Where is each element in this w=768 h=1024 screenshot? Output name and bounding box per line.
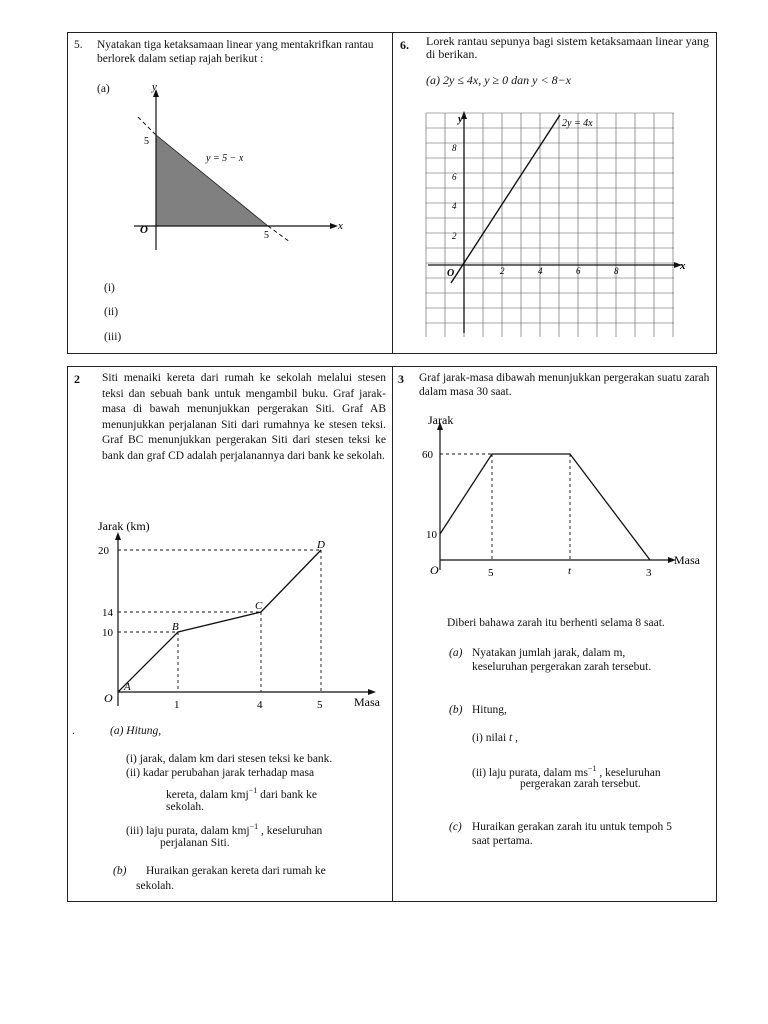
- q2-a-ii-rest: dari bank ke: [257, 788, 317, 801]
- q5-answer-ii: (ii): [104, 306, 119, 318]
- q3-a-label: (a): [449, 647, 463, 659]
- q5-x-intercept: 5: [264, 230, 269, 241]
- q3-a-line1: Nyatakan jumlah jarak, dalam m,: [472, 647, 626, 659]
- q6-y-tick-8: 8: [452, 143, 457, 153]
- q2-part-b-label: (b): [113, 865, 127, 877]
- q6-y-tick-6: 6: [452, 172, 457, 182]
- q6-x-tick-2: 2: [500, 266, 505, 276]
- q5-shaded-region: [156, 135, 268, 226]
- q2-y-tick-10: 10: [102, 627, 113, 639]
- q3-y-axis-label: Jarak: [428, 413, 454, 427]
- q3-graph: [418, 412, 713, 582]
- q2-point-d: D: [317, 539, 325, 551]
- q2-y-tick-14: 14: [102, 607, 113, 619]
- q3-b-label: (b): [449, 704, 463, 716]
- q3-c-label: (c): [449, 821, 462, 833]
- q2-graph: [88, 518, 388, 718]
- q3-b-i-text: (i) nilai: [472, 732, 510, 744]
- q3-y-tick-60: 60: [422, 449, 433, 461]
- q2-point-b: B: [172, 621, 179, 633]
- top-table-divider: [392, 32, 393, 354]
- q5-answer-i: (i): [104, 282, 115, 294]
- q5-graph: [120, 80, 360, 250]
- q5-line-label: y = 5 − x: [206, 153, 244, 164]
- q3-x-tick-5: 5: [488, 567, 494, 579]
- q2-part-b-line2: sekolah.: [136, 880, 175, 892]
- q5-line-extension-top: [138, 117, 156, 135]
- q3-given: Diberi bahawa zarah itu berhenti selama 8 saat.: [447, 617, 665, 629]
- q3-x-tick-t: t: [568, 565, 572, 577]
- q5-axis-x-label: x: [338, 220, 343, 232]
- q2-a-iii-unit: (iii) laju purata, dalam kmj: [126, 824, 250, 837]
- q3-origin: O: [430, 563, 439, 577]
- q3-c-line2: saat pertama.: [472, 835, 533, 847]
- q3-y-tick-10: 10: [426, 529, 437, 541]
- q6-axis-x-label: x: [680, 260, 686, 272]
- q6-number: 6.: [400, 38, 409, 52]
- q3-b-i-end: ,: [512, 732, 518, 744]
- q5-number: 5.: [74, 39, 83, 51]
- q5-axis-y-label: y: [152, 81, 157, 93]
- bottom-table-divider: [392, 366, 393, 902]
- q2-x-tick-4: 4: [257, 699, 263, 711]
- q3-b-i: [472, 731, 518, 745]
- q3-b-ii-unit: (ii) laju purata, dalam ms: [472, 766, 588, 779]
- q2-a-i: (i) jarak, dalam km dari stesen teksi ke bank.: [126, 753, 333, 765]
- q2-a-iii-rest: , keseluruhan: [258, 824, 323, 837]
- q5-y-intercept: 5: [144, 136, 149, 147]
- q3-x-tick-30: 3: [646, 567, 652, 579]
- q6-line-2y-4x: [451, 115, 560, 283]
- q3-b-ii-rest: , keseluruhan: [596, 766, 661, 779]
- q2-part-b-line1: Huraikan gerakan kereta dari rumah ke: [146, 865, 326, 877]
- q3-c-line1: Huraikan gerakan zarah itu untuk tempoh 5: [472, 821, 672, 833]
- q6-y-tick-2: 2: [452, 231, 457, 241]
- q3-number: 3: [398, 372, 404, 386]
- q2-a-ii-line3: sekolah.: [166, 801, 205, 813]
- q5-answer-iii: (iii): [104, 331, 122, 343]
- q3-text: Graf jarak-masa dibawah menunjukkan pergerakan suatu zarah dalam masa 30 saat.: [419, 372, 710, 398]
- q2-graph-line: [118, 550, 321, 692]
- q3-a-line2: keseluruhan pergerakan zarah tersebut.: [472, 661, 652, 673]
- q5-part-a: (a): [97, 83, 110, 95]
- q2-y-tick-20: 20: [98, 545, 109, 557]
- q6-origin: O: [447, 268, 455, 279]
- q2-stray-dot: .: [72, 725, 75, 737]
- q3-x-axis-label: Masa: [674, 553, 700, 567]
- q2-a-iii-line2: perjalanan Siti.: [160, 837, 230, 849]
- q5-line-extension-bottom: [268, 226, 290, 242]
- q2-x-axis-label: Masa: [354, 695, 380, 709]
- q3-b-text: Hitung,: [472, 704, 507, 716]
- q2-text: Siti menaiki kereta dari rumah ke sekolah melalui stesen teksi dan sebuah bank untuk mengambil buku. Graf jarak-masa di bawah menunjukkan pergerakan Siti. Graf AB menunjukkan perjalanan Siti dari rumahnya ke stesen teksi. Graf BC menunjukkan pergerakan Siti dari stesen teksi ke bank dan graf CD adalah perjalanannya dari bank ke sekolah.: [102, 372, 386, 462]
- q5-text: Nyatakan tiga ketaksamaan linear yang mentakrifkan rantau berlorek dalam setiap rajah berikut :: [97, 39, 374, 65]
- q6-part-a: (a) 2y ≤ 4x, y ≥ 0 dan y < 8−x: [426, 73, 571, 87]
- q2-x-tick-1: 1: [174, 699, 180, 711]
- q2-a-ii-line1: (ii) kadar perubahan jarak terhadap masa: [126, 767, 315, 779]
- q5-origin: O: [140, 224, 148, 236]
- q3-b-i-var: t: [509, 732, 513, 744]
- q6-y-tick-4: 4: [452, 201, 457, 211]
- q2-a-ii-unit: kereta, dalam kmj: [166, 788, 249, 801]
- q3-b-ii-sup: −1: [587, 764, 597, 773]
- q6-x-tick-6: 6: [576, 266, 581, 276]
- q2-point-c: C: [255, 600, 263, 612]
- q2-part-a: (a) Hitung,: [110, 725, 162, 737]
- q2-a-ii-sup: −1: [248, 786, 258, 795]
- q2-point-a: A: [124, 681, 131, 693]
- q2-a-iii-sup: −1: [249, 822, 259, 831]
- q6-x-tick-8: 8: [614, 266, 619, 276]
- q2-y-axis-label: Jarak (km): [98, 519, 150, 533]
- q2-x-tick-5: 5: [317, 699, 323, 711]
- q6-axis-y-label: y: [458, 113, 463, 125]
- q6-x-tick-4: 4: [538, 266, 543, 276]
- q3-graph-line: [440, 454, 650, 560]
- q6-grid: [426, 113, 674, 337]
- q6-text: Lorek rantau sepunya bagi sistem ketaksamaan linear yang di berikan.: [426, 34, 709, 61]
- q3-b-ii-line2: pergerakan zarah tersebut.: [520, 778, 641, 790]
- q6-line-label: 2y = 4x: [562, 118, 593, 129]
- q6-graph: [420, 105, 700, 345]
- q2-origin: O: [104, 691, 113, 705]
- q2-number: 2: [74, 372, 80, 386]
